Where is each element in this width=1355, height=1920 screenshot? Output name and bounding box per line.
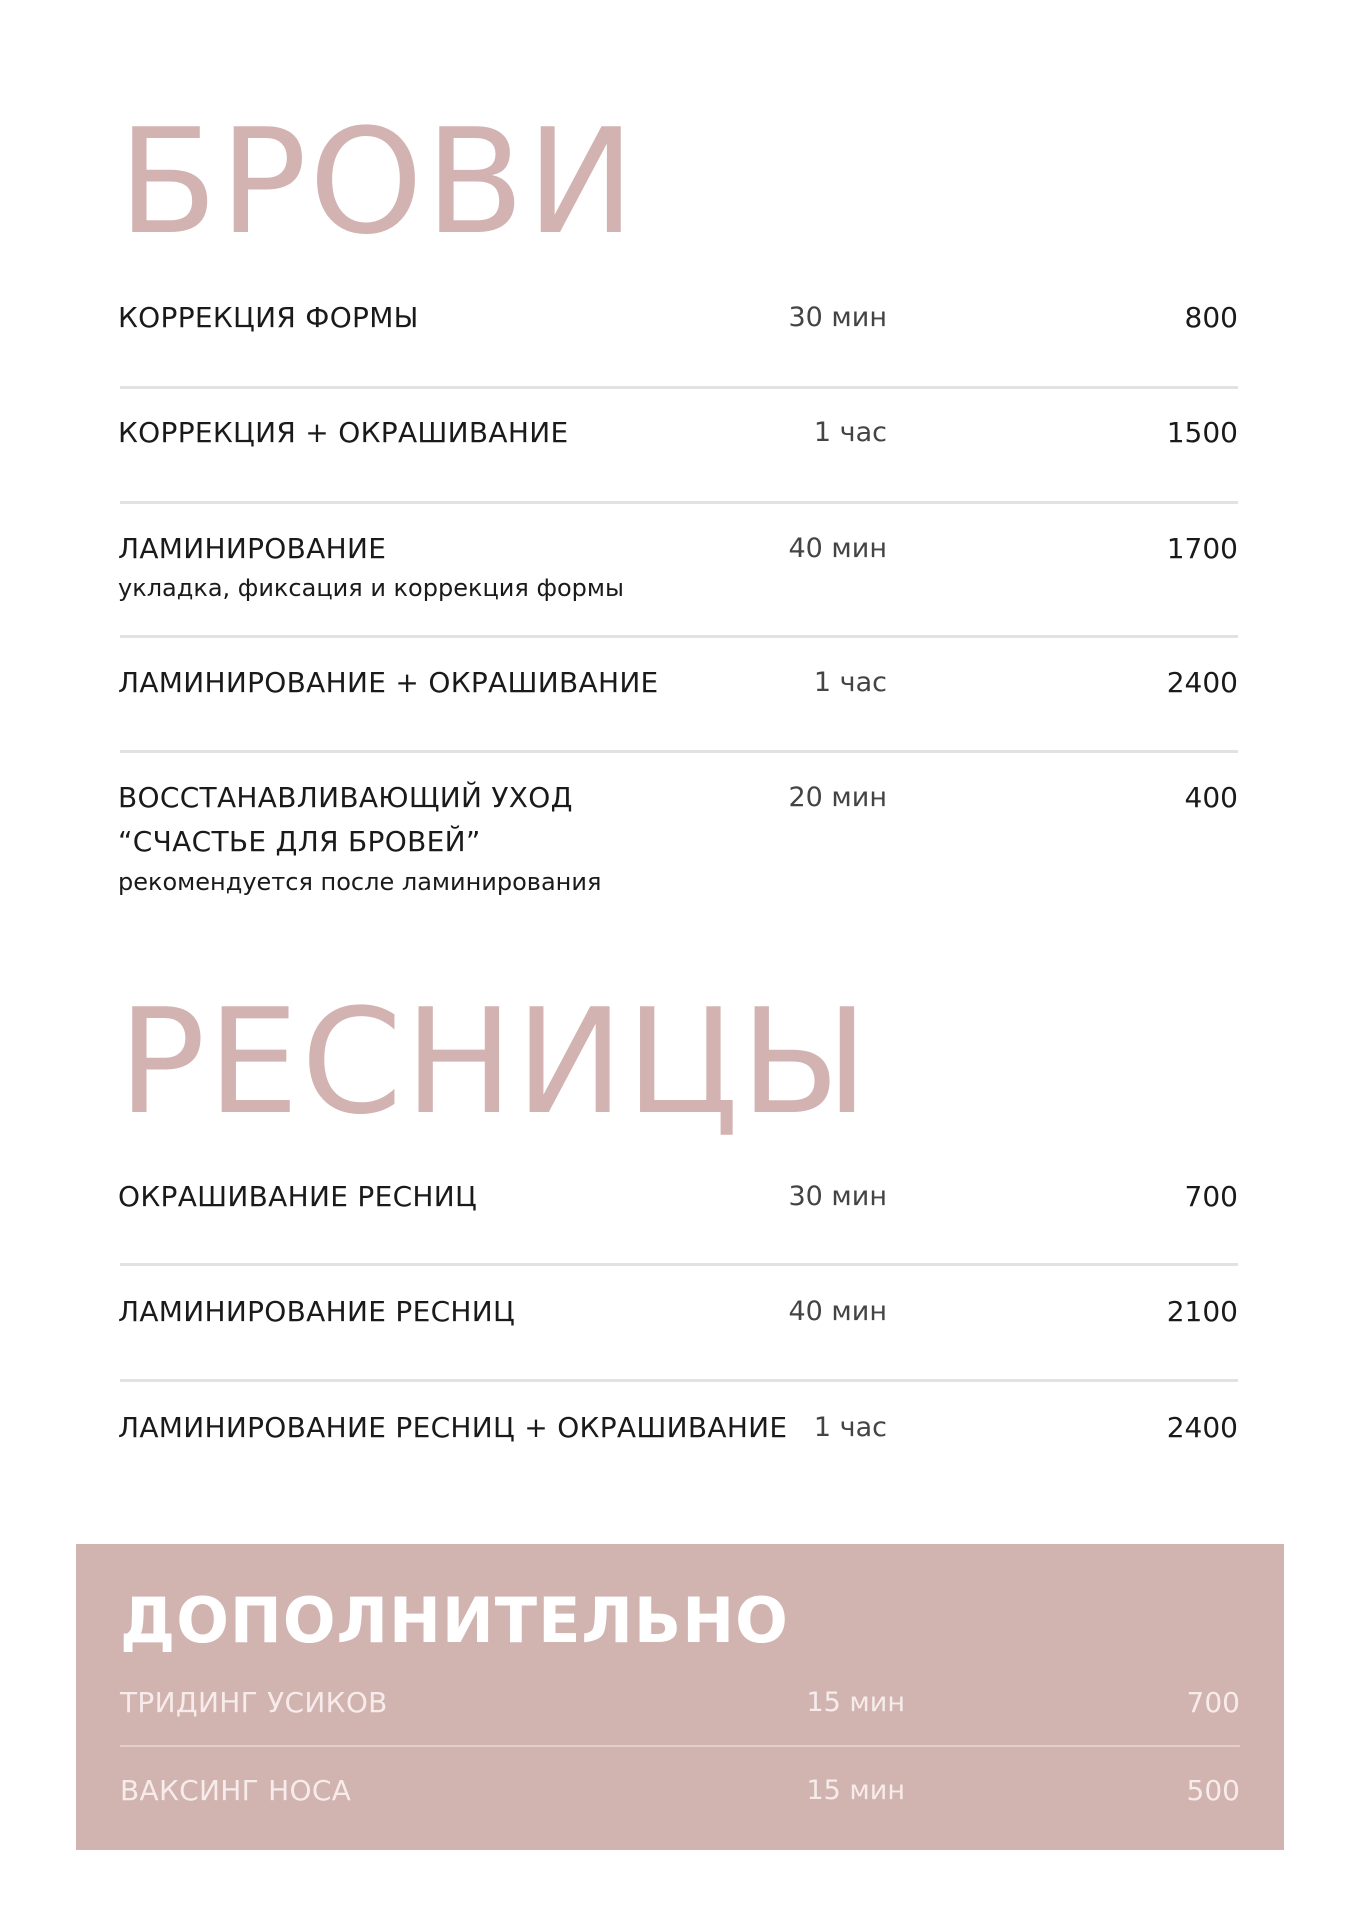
divider (120, 386, 1238, 389)
extra-services-panel (76, 1544, 1284, 1850)
service-duration: 30 мин (788, 302, 887, 333)
divider (120, 750, 1238, 753)
service-duration: 1 час (813, 1412, 887, 1443)
service-name: ЛАМИНИРОВАНИЕ РЕСНИЦ (118, 1295, 516, 1328)
service-name: ТРИДИНГ УСИКОВ (120, 1686, 388, 1719)
service-name: ОКРАШИВАНИЕ РЕСНИЦ (118, 1180, 478, 1213)
service-price: 1700 (1166, 532, 1238, 565)
extra-section-title: ДОПОЛНИТЕЛЬНО (120, 1584, 789, 1657)
lashes-section-title: РЕСНИЦЫ (118, 978, 871, 1147)
service-duration: 20 мин (788, 782, 887, 813)
service-price: 2400 (1166, 1411, 1238, 1444)
service-duration: 1 час (813, 667, 887, 698)
service-price: 700 (1184, 1180, 1238, 1213)
divider (120, 1263, 1238, 1266)
service-name: ЛАМИНИРОВАНИЕ РЕСНИЦ + ОКРАШИВАНИЕ (118, 1411, 788, 1444)
service-note: укладка, фиксация и коррекция формы (118, 574, 624, 602)
service-price: 400 (1184, 781, 1238, 814)
service-duration: 40 мин (788, 1296, 887, 1327)
service-duration: 30 мин (788, 1181, 887, 1212)
divider (120, 1379, 1238, 1382)
service-duration: 15 мин (806, 1775, 905, 1806)
service-price: 700 (1186, 1686, 1240, 1719)
service-name: ЛАМИНИРОВАНИЕ + ОКРАШИВАНИЕ (118, 666, 659, 699)
service-name: КОРРЕКЦИЯ ФОРМЫ (118, 301, 419, 334)
service-price: 2100 (1166, 1295, 1238, 1328)
service-price: 800 (1184, 301, 1238, 334)
service-name: ВОССТАНАВЛИВАЮЩИЙ УХОД (118, 781, 573, 814)
service-duration: 40 мин (788, 533, 887, 564)
service-name: КОРРЕКЦИЯ + ОКРАШИВАНИЕ (118, 416, 569, 449)
service-note: рекомендуется после ламинирования (118, 868, 602, 896)
divider (120, 1745, 1240, 1747)
service-price: 500 (1186, 1774, 1240, 1807)
divider (120, 501, 1238, 504)
service-price: 1500 (1166, 416, 1238, 449)
service-duration: 15 мин (806, 1687, 905, 1718)
service-name: ВАКСИНГ НОСА (120, 1774, 352, 1807)
service-duration: 1 час (813, 417, 887, 448)
divider (120, 635, 1238, 638)
brows-section-title: БРОВИ (118, 98, 637, 267)
service-name: ЛАМИНИРОВАНИЕ (118, 532, 387, 565)
service-price: 2400 (1166, 666, 1238, 699)
service-name-line-2: “СЧАСТЬЕ ДЛЯ БРОВЕЙ” (118, 825, 481, 858)
